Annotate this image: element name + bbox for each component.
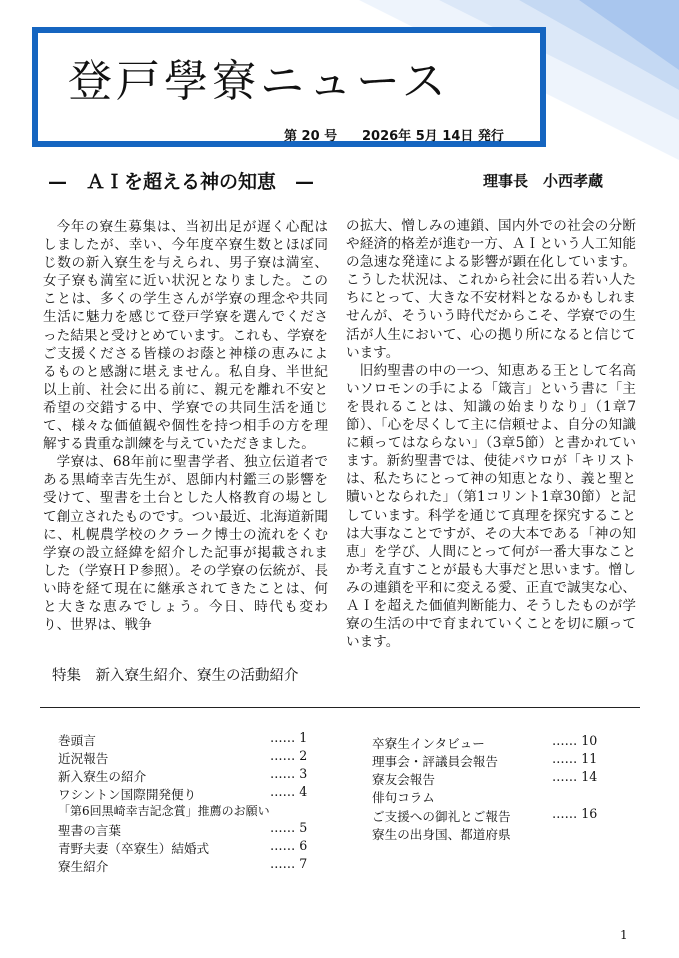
toc-label: ワシントン国際開発便り [58, 787, 197, 802]
toc-page: …… 2 [270, 748, 308, 763]
toc-page: …… 4 [270, 784, 308, 799]
paragraph: 今年の寮生募集は、当初出足が遅く心配はしましたが、幸い、今年度卒寮生数とほぼ同じ数の新入寮生を与えられ、男子寮は満室、女子寮も満室に近い状況となりました。このことは、多くの学生さんが学寮の理念や共同生活に魅力を感じて登戸学寮を選んでくださった結果と受けとめています。これも、学寮をご支援くださる皆様のお蔭と神様の恵みによるものと感謝に堪えません。私自身、半世紀以上前、社会に出る前に、親元を離れ不安と希望の交錯する中、学寮での共同生活を通じて、様々な価値観や個性を持つ相手の方を理解する貴重な訓練を与えていただきました。 [43, 219, 328, 453]
toc-label: 「第6回黒崎幸吉記念賞」推薦のお願い [58, 804, 270, 818]
paragraph: 旧約聖書の中の一つ、知恵ある王として名高いソロモンの手による「箴言」という書に「主を畏れることは、知識の始まりなり」（1章7節）、「心を尽くして主に信頼せよ、自分の知識に頼ってはならない」（3章5節）と書かれています。新約聖書では、使徒パウロが「キリストは、私たちにとって神の知恵となり、義と聖と贖いとなられた」（第1コリント1章30節）と記しています。科学を通じて真理を探究することは大事なことですが、その大本である「神の知恵」を学び、人間にとって何が一番大事なことか考え直すことが最も大事だと思います。憎しみの連鎖を平和に変える愛、正直で誠実な心、ＡＩを超えた価値判断能力、そうしたものが学寮の生活の中で育まれていくことを切に願っています。 [346, 362, 636, 651]
toc-label: 近況報告 [58, 751, 109, 766]
toc-page: …… 14 [552, 769, 598, 784]
toc-page: …… 1 [270, 730, 308, 745]
issue-date: 2026年 5月 14日 発行 [362, 129, 504, 144]
toc-label: 卒寮生インタビュー [372, 736, 485, 751]
toc-label: ご支援への御礼とご報告 [372, 809, 511, 824]
article-author: 理事長 小西孝蔵 [483, 172, 604, 190]
toc-label: 寮生の出身国、都道府県 [372, 827, 511, 842]
toc-label: 新入寮生の紹介 [58, 769, 147, 784]
toc-label: 俳句コラム [372, 790, 435, 805]
toc-label: 巻頭言 [58, 733, 96, 748]
paragraph: の拡大、憎しみの連鎖、国内外での社会の分断や経済的格差が進む一方、ＡＩという人工知能の急速な発達による影響が顕在化しています。こうした状況は、これから社会に出る若い人たちにとって、大きな不安材料となるかもしれませんが、そういう時代だからこそ、学寮での生活が人生において、心の拠り所になると信じています。 [346, 218, 636, 361]
toc-page: …… 11 [552, 751, 598, 766]
toc-label: 聖書の言葉 [58, 823, 121, 838]
page-number: 1 [620, 928, 628, 942]
toc-page: …… 16 [552, 806, 598, 821]
newsletter-title: 登戸學寮ニュース [68, 56, 450, 107]
toc-label: 寮友会報告 [372, 772, 435, 787]
divider [40, 707, 640, 708]
toc-page: …… 5 [270, 820, 308, 835]
article-column-left [43, 218, 328, 634]
article-headline: — ＡＩを超える神の知恵 — [48, 171, 315, 193]
toc-label: 寮生紹介 [58, 859, 109, 874]
toc-page: …… 3 [270, 766, 308, 781]
toc-label: 理事会・評議員会報告 [372, 754, 498, 769]
toc-label: 青野夫妻（卒寮生）結婚式 [58, 841, 210, 856]
feature-heading: 特集 新入寮生紹介、寮生の活動紹介 [52, 668, 299, 684]
masthead-frame [32, 27, 546, 147]
toc-page: …… 6 [270, 838, 308, 853]
article-column-right [346, 217, 636, 651]
paragraph: 学寮は、68年前に聖書学者、独立伝道者である黒崎幸吉先生が、恩師内村鑑三の影響を受けて、聖書を土台とした人格教育の場として創立されたものです。つい最近、北海道新聞に、札幌農学校のクラーク博士の流れをくむ学寮の設立経緯を紹介した記事が掲載されました（学寮ＨＰ参照）。その学寮の伝統が、長い時を経て現在に継承されてきたことは、何と大きな恵みでしょう。今日、時代も変わり、世界は、戦争 [43, 454, 328, 634]
toc-page: …… 7 [270, 856, 308, 871]
toc-page: …… 10 [552, 733, 598, 748]
issue-number: 第 20 号 [284, 129, 338, 144]
